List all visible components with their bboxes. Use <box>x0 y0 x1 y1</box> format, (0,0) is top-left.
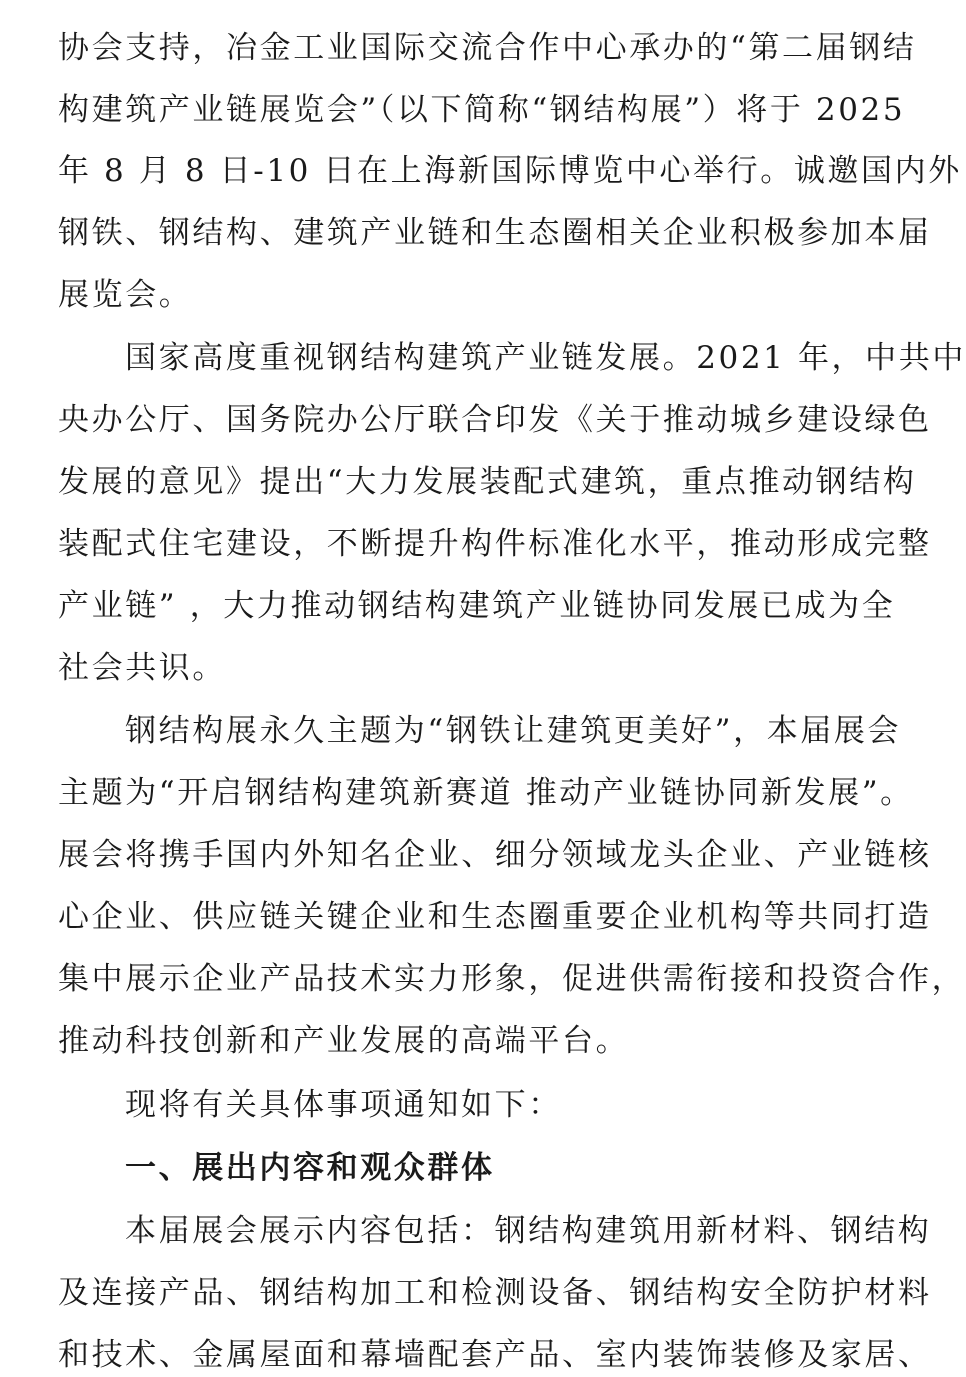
paragraph-line: 心企业、供应链关键企业和生态圈重要企业机构等共同打造 <box>58 899 932 935</box>
paragraph-line: 集中展示企业产品技术实力形象，促进供需衔接和投资合作， <box>58 961 966 997</box>
paragraph-line: 及连接产品、钢结构加工和检测设备、钢结构安全防护材料 <box>58 1275 932 1311</box>
section-heading: 一、展出内容和观众群体 <box>125 1150 495 1186</box>
paragraph-line: 社会共识。 <box>58 650 226 686</box>
paragraph-line: 构建筑产业链展览会”（以下简称“钢结构展”）将于 2025 <box>58 92 906 128</box>
paragraph-line: 产业链” ，大力推动钢结构建筑产业链协同发展已成为全 <box>58 588 896 624</box>
paragraph-line: 本届展会展示内容包括：钢结构建筑用新材料、钢结构 <box>125 1213 932 1249</box>
paragraph-line: 现将有关具体事项通知如下： <box>125 1087 562 1123</box>
paragraph-line: 国家高度重视钢结构建筑产业链发展。2021 年，中共中 <box>125 340 966 376</box>
paragraph-line: 协会支持，冶金工业国际交流合作中心承办的“第二届钢结 <box>58 30 917 66</box>
paragraph-line: 钢结构展永久主题为“钢铁让建筑更美好”，本届展会 <box>125 713 902 749</box>
paragraph-line: 年 8 月 8 日-10 日在上海新国际博览中心举行。诚邀国内外 <box>58 153 962 189</box>
paragraph-line: 装配式住宅建设，不断提升构件标准化水平，推动形成完整 <box>58 526 932 562</box>
paragraph-line: 主题为“开启钢结构建筑新赛道 推动产业链协同新发展”。 <box>58 775 914 811</box>
paragraph-line: 央办公厅、国务院办公厅联合印发《关于推动城乡建设绿色 <box>58 402 932 438</box>
paragraph-line: 展会将携手国内外知名企业、细分领域龙头企业、产业链核 <box>58 837 932 873</box>
paragraph-line: 发展的意见》提出“大力发展装配式建筑，重点推动钢结构 <box>58 464 917 500</box>
paragraph-line: 推动科技创新和产业发展的高端平台。 <box>58 1023 630 1059</box>
paragraph-line: 和技术、金属屋面和幕墙配套产品、室内装饰装修及家居、 <box>58 1337 932 1373</box>
paragraph-line: 展览会。 <box>58 277 193 313</box>
paragraph-line: 钢铁、钢结构、建筑产业链和生态圈相关企业积极参加本届 <box>58 215 932 251</box>
